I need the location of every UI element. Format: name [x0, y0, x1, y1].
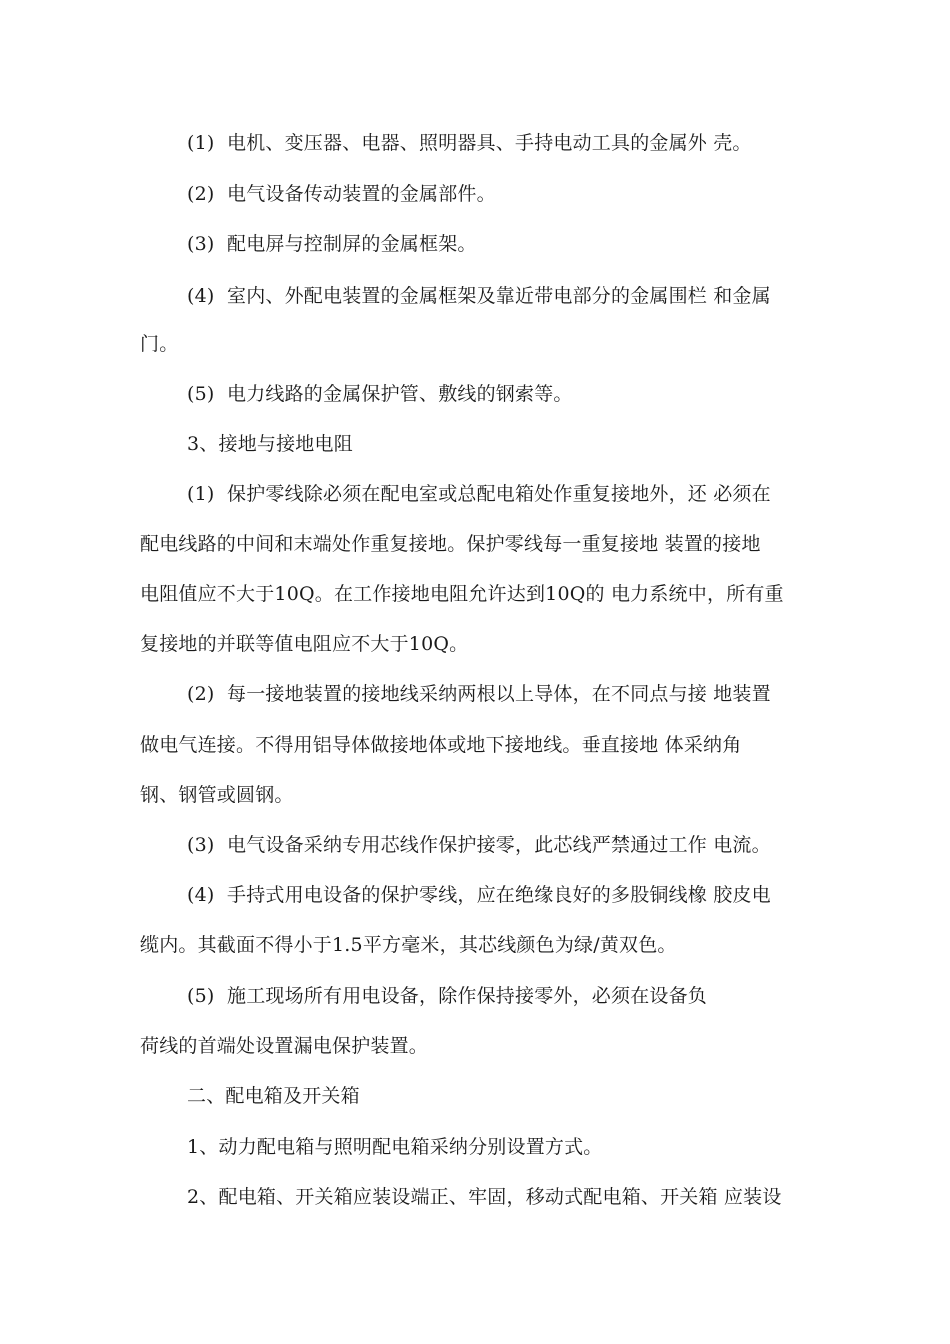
text-line: (5) 电力线路的金属保护管、敷线的钢索等。	[187, 383, 573, 405]
text-line: 1、动力配电箱与照明配电箱采纳分别设置方式。	[187, 1136, 603, 1158]
text-line: (3) 电气设备采纳专用芯线作保护接零，此芯线严禁通过工作 电流。	[187, 834, 771, 856]
text-line: 缆内。其截面不得小于1.5平方毫米，其芯线颜色为绿/黄双色。	[140, 934, 677, 956]
text-line: (4) 手持式用电设备的保护零线，应在绝缘良好的多股铜线橡 胶皮电	[187, 884, 771, 906]
text-line: (2) 每一接地装置的接地线采纳两根以上导体，在不同点与接 地装置	[187, 683, 771, 705]
text-line: (3) 配电屏与控制屏的金属框架。	[187, 233, 477, 255]
text-line: (2) 电气设备传动装置的金属部件。	[187, 183, 496, 205]
text-line: 钢、钢管或圆钢。	[140, 784, 294, 806]
text-line: 门。	[140, 333, 179, 355]
text-line: 2、配电箱、开关箱应装设端正、牢固，移动式配电箱、开关箱 应装设	[187, 1186, 782, 1208]
text-line: (1) 电机、变压器、电器、照明器具、手持电动工具的金属外 壳。	[187, 132, 752, 154]
text-line: (4) 室内、外配电装置的金属框架及靠近带电部分的金属围栏 和金属	[187, 285, 771, 307]
text-line: 配电线路的中间和末端处作重复接地。保护零线每一重复接地 装置的接地	[140, 533, 761, 555]
section-heading: 3、接地与接地电阻	[187, 433, 353, 455]
text-line: 荷线的首端处设置漏电保护装置。	[140, 1035, 429, 1057]
text-line: (5) 施工现场所有用电设备，除作保持接零外，必须在设备负	[187, 985, 707, 1007]
section-heading: 二、配电箱及开关箱	[187, 1085, 360, 1107]
text-line: 做电气连接。不得用铝导体做接地体或地下接地线。垂直接地 体采纳角	[140, 734, 742, 756]
text-line: (1) 保护零线除必须在配电室或总配电箱处作重复接地外，还 必须在	[187, 483, 771, 505]
text-line: 电阻值应不大于10Q。在工作接地电阻允许达到10Q的 电力系统中，所有重	[140, 583, 784, 605]
text-line: 复接地的并联等值电阻应不大于10Q。	[140, 633, 469, 655]
